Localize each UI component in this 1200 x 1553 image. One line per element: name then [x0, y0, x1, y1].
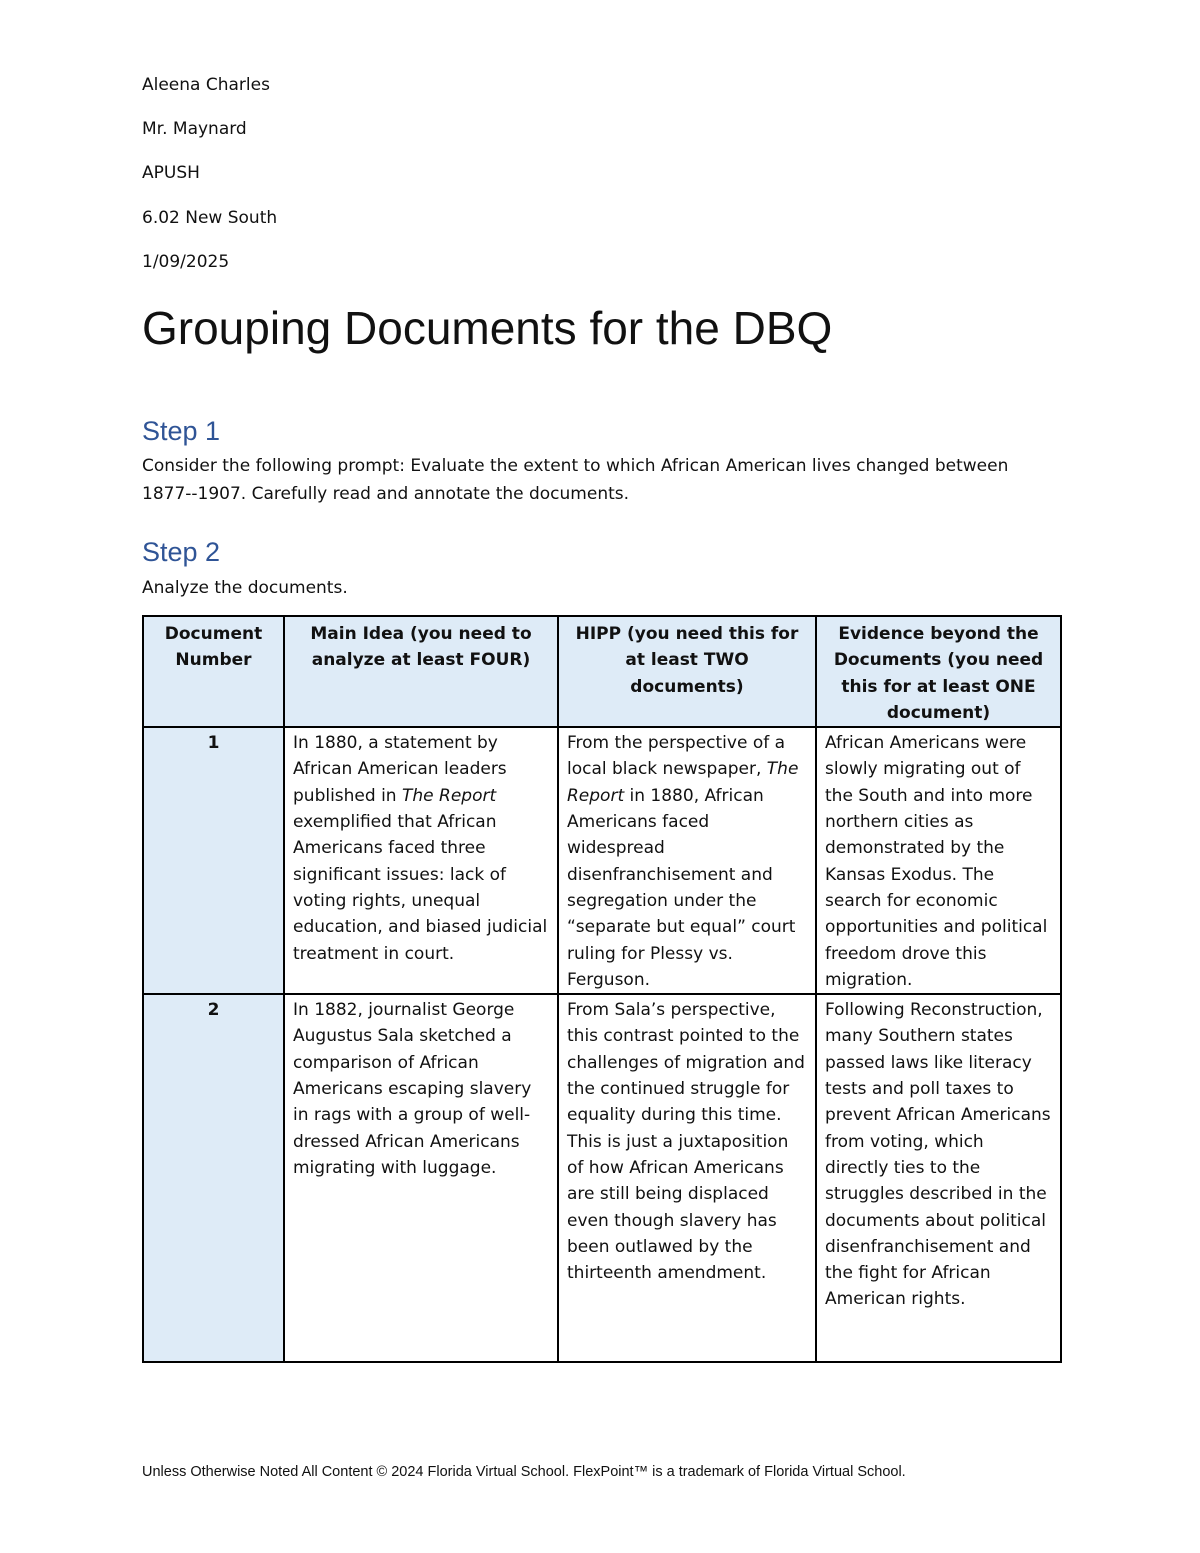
row1-main-idea-text: In 1880, a statement by African American leaders published in [293, 733, 507, 806]
header-main-idea: Main Idea (you need to analyze at least FOUR) [284, 616, 558, 727]
date: 1/09/2025 [142, 252, 230, 272]
row1-evidence: African Americans were slowly migrating out of the South and into more northern cities as demonstrated by the Kansas Exodus. The search for economic opportunities and political freedom drove this migration. [816, 727, 1061, 994]
step1-text: Consider the following prompt: Evaluate the extent to which African American lives changed between 1877--1907. Carefully read and annotate the documents. [142, 456, 1009, 504]
header-document-number: Document Number [143, 616, 284, 727]
step2-heading: Step 2 [142, 537, 221, 567]
row1-main-idea-publication: The Report [402, 785, 497, 806]
step2-text: Analyze the documents. [142, 578, 348, 598]
table-row [143, 994, 1061, 1362]
row1-hipp-text: From the perspective of a local black newspaper, [567, 733, 786, 780]
analysis-table [142, 615, 1062, 1363]
row2-main-idea: In 1882, journalist George Augustus Sala sketched a comparison of African Americans escaping slavery in rags with a group of well-dressed African Americans migrating with luggage. [284, 994, 558, 1362]
step1-heading: Step 1 [142, 416, 221, 446]
row2-evidence: Following Reconstruction, many Southern states passed laws like literacy tests and poll taxes to prevent African Americans from voting, which directly ties to the struggles described in the documents about political disenfranchisement and the fight for African American rights. [816, 994, 1061, 1362]
table-header-row [143, 616, 1061, 727]
row1-main-idea-text-end: exemplified that African Americans faced three significant issues: lack of voting rights, unequal education, and biased judicial treatment in court. [293, 812, 548, 964]
copyright-footer: Unless Otherwise Noted All Content © 2024 Florida Virtual School. FlexPoint™ is a trademark of Florida Virtual School. [142, 1464, 906, 1480]
teacher-name: Mr. Maynard [142, 119, 247, 139]
row1-hipp-publication: The Report [567, 759, 799, 806]
row1-hipp-text-end: in 1880, African Americans faced widespread disenfranchisement and segregation under the “separate but equal” court ruling for Plessy vs. Ferguson. [567, 785, 796, 990]
row1-number: 1 [143, 727, 284, 994]
row1-hipp [558, 727, 816, 994]
table-row [143, 727, 1061, 994]
header-evidence: Evidence beyond the Documents (you need this for at least ONE document) [816, 616, 1061, 727]
header-hipp: HIPP (you need this for at least TWO documents) [558, 616, 816, 727]
student-name: Aleena Charles [142, 75, 270, 95]
course-name: APUSH [142, 163, 200, 183]
row1-main-idea [284, 727, 558, 994]
page-title: Grouping Documents for the DBQ [142, 302, 833, 354]
row2-number: 2 [143, 994, 284, 1362]
row2-hipp: From Sala’s perspective, this contrast pointed to the challenges of migration and the continued struggle for equality during this time. This is just a juxtaposition of how African Americans are still being displaced even though slavery has been outlawed by the thirteenth amendment. [558, 994, 816, 1362]
assignment-name: 6.02 New South [142, 208, 278, 228]
